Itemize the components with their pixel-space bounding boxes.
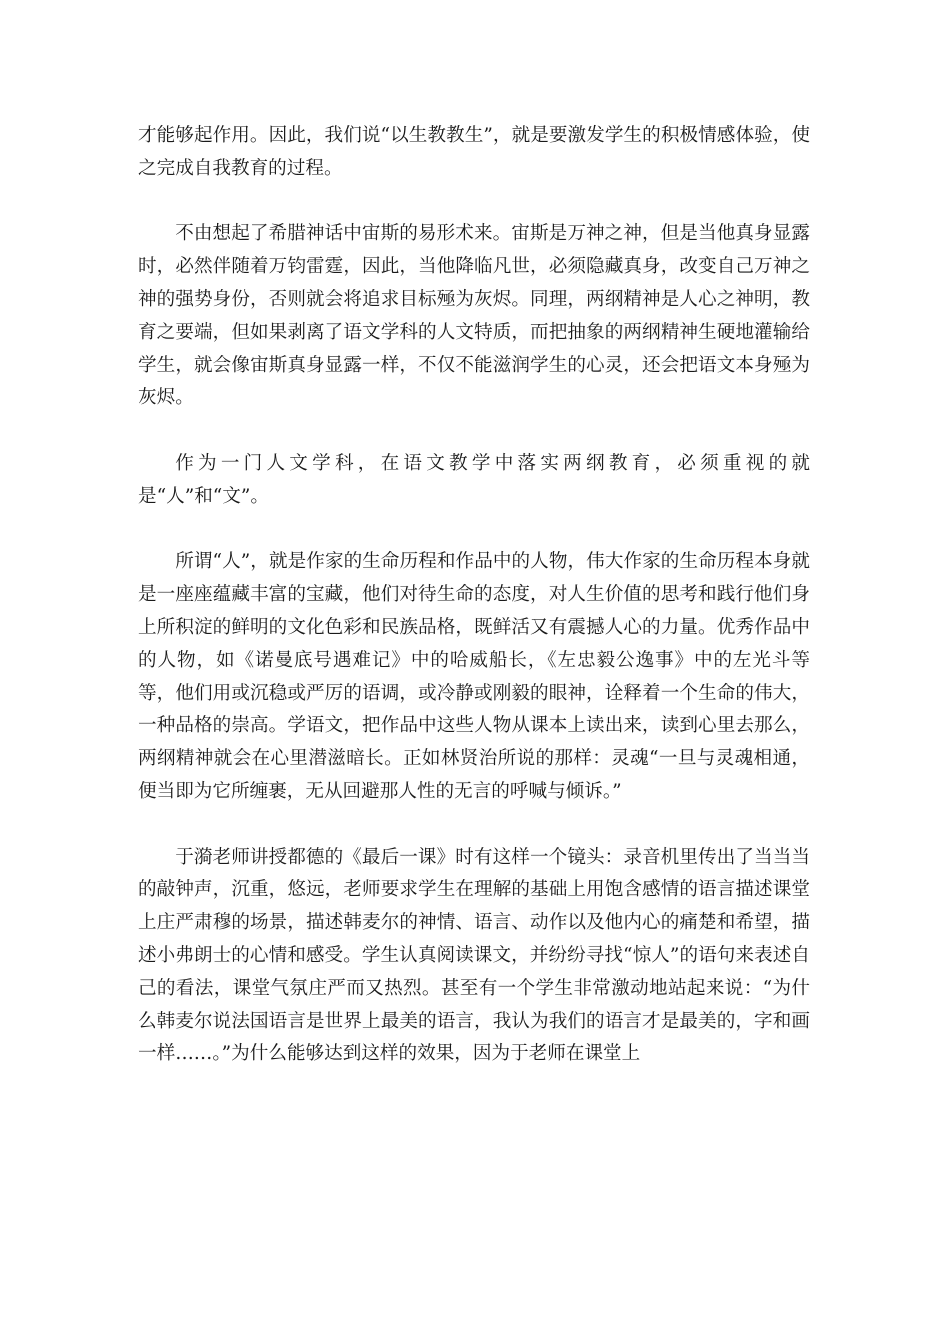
document-body: [138, 120, 810, 1071]
paragraph-people-definition: 所谓“人”，就是作家的生命历程和作品中的人物，伟大作家的生命历程本身就是一座座蕴藏丰富的宝藏，他们对待生命的态度，对人生价值的思考和践行他们身上所积淀的鲜明的文化色彩和民族品格，既鲜活又有震撼人心的力量。优秀作品中的人物，如《诺曼底号遇难记》中的哈威船长，《左忠毅公逸事》中的左光斗等等，他们用或沉稳或严厉的语调，或冷静或刚毅的眼神，诠释着一个生命的伟大，一种品格的崇高。学语文，把作品中这些人物从课本上读出来，读到心里去那么，两纲精神就会在心里潜滋暗长。正如林贤治所说的那样：灵魂“一旦与灵魂相通，便当即为它所缠裹，无从回避那人性的无言的呼喊与倾诉。”: [138, 551, 810, 802]
paragraph-last-lesson-example: 于漪老师讲授都德的《最后一课》时有这样一个镜头：录音机里传出了当当当的敲钟声，沉重，悠远，老师要求学生在理解的基础上用饱含感情的语言描述课堂上庄严肃穆的场景，描述韩麦尔的神情、语言、动作以及他内心的痛楚和希望，描述小弗朗士的心情和感受。学生认真阅读课文，并纷纷寻找“惊人”的语句来表述自己的看法，课堂气氛庄严而又热烈。甚至有一个学生非常激动地站起来说：“为什么韩麦尔说法国语言是世界上最美的语言，我认为我们的语言才是最美的，字和画一样……。”为什么能够达到这样的效果，因为于老师在课堂上: [138, 846, 810, 1065]
paragraph-people-and-text: 作为一门人文学科，在语文教学中落实两纲教育，必须重视的就是“人”和“文”。: [138, 452, 810, 507]
paragraph-continuation: 才能够起作用。因此，我们说“以生教教生”，就是要激发学生的积极情感体验，使之完成自我教育的过程。: [138, 125, 810, 179]
paragraph-zeus-metaphor: 不由想起了希腊神话中宙斯的易形术来。宙斯是万神之神，但是当他真身显露时，必然伴随着万钧雷霆，因此，当他降临凡世，必须隐藏真身，改变自己万神之神的强势身份，否则就会将追求目标殛为灰烬。同理，两纲精神是人心之神明，教育之要端，但如果剥离了语文学科的人文特质，而把抽象的两纲精神生硬地灌输给学生，就会像宙斯真身显露一样，不仅不能滋润学生的心灵，还会把语文本身殛为灰烬。: [138, 223, 810, 409]
